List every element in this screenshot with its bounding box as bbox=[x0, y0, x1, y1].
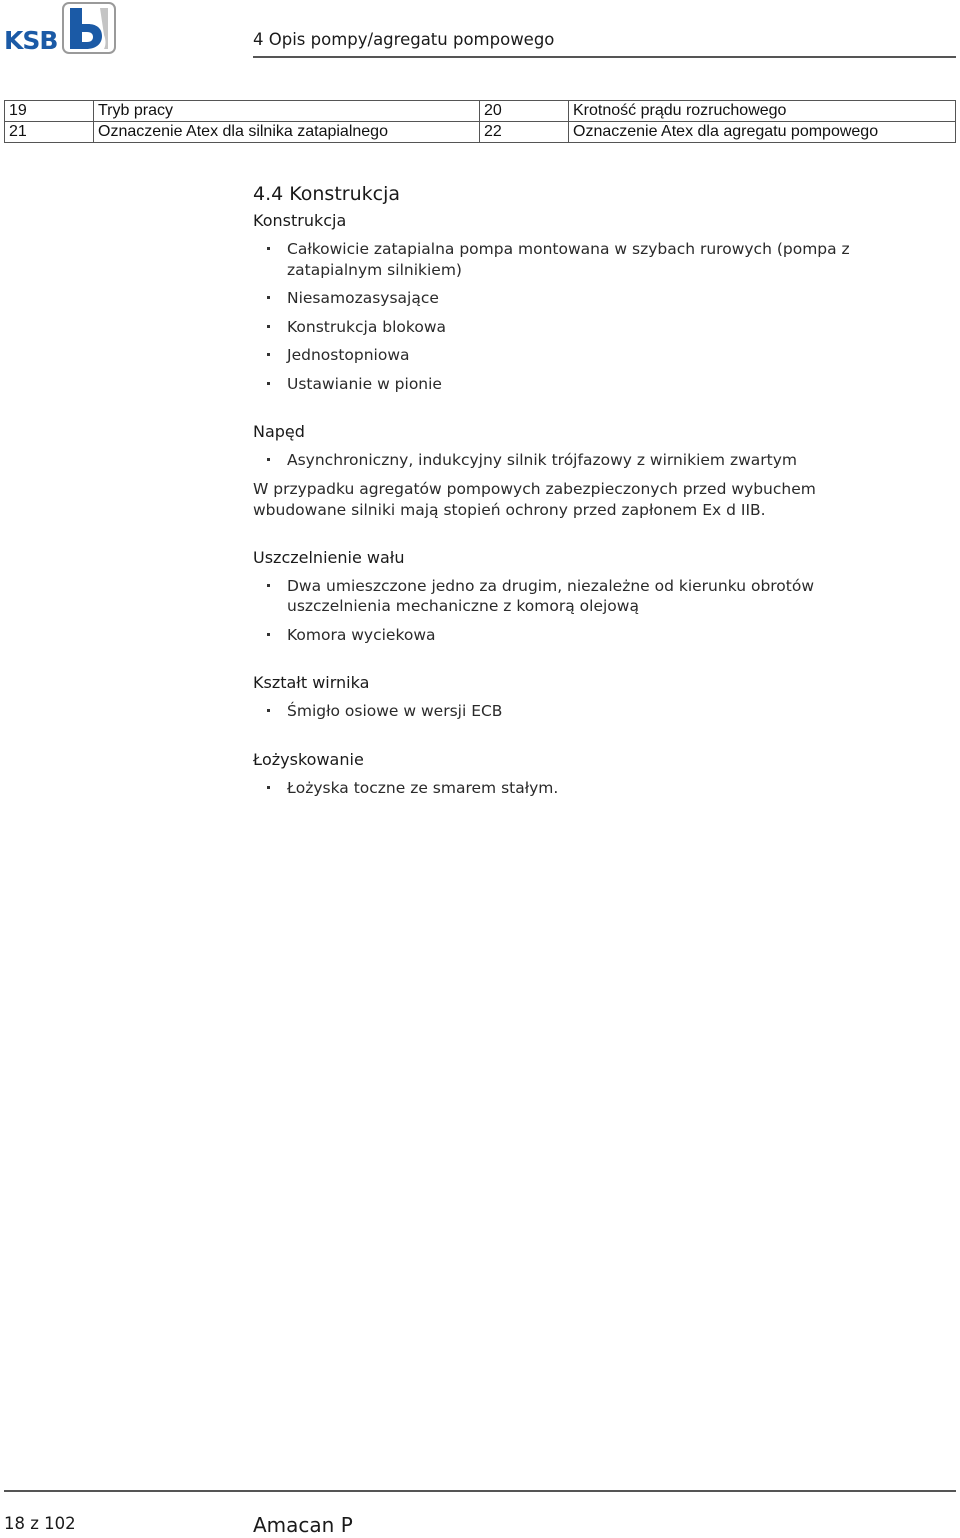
list-naped bbox=[253, 450, 913, 471]
list-item bbox=[253, 317, 913, 338]
bullet-icon bbox=[267, 247, 270, 250]
list-item bbox=[253, 701, 913, 722]
legend-number: 19 bbox=[5, 101, 94, 122]
table-row bbox=[5, 122, 956, 143]
list-item bbox=[253, 625, 913, 646]
page-title: 4 Opis pompy/agregatu pompowego bbox=[253, 30, 555, 49]
ksb-logo bbox=[4, 2, 116, 54]
subheading-naped: Napęd bbox=[253, 422, 305, 441]
section-content bbox=[253, 180, 913, 798]
list-item-text: Komora wyciekowa bbox=[287, 625, 436, 644]
bullet-icon bbox=[267, 458, 270, 461]
legend-table bbox=[4, 100, 956, 143]
list-item bbox=[253, 374, 913, 395]
list-item-text: Ustawianie w pionie bbox=[287, 374, 442, 393]
legend-label: Oznaczenie Atex dla silnika zatapialnego bbox=[94, 122, 480, 143]
list-item-text: Dwa umieszczone jedno za drugim, niezależne od kierunku obrotów uszczelnienia mechaniczne z komorą olejową bbox=[287, 576, 815, 615]
list-item-text: Śmigło osiowe w wersji ECB bbox=[287, 702, 503, 720]
bullet-icon bbox=[267, 353, 270, 356]
list-item-text: Asynchroniczny, indukcyjny silnik trójfazowy z wirnikiem zwartym bbox=[287, 451, 797, 469]
naped-note: W przypadku agregatów pompowych zabezpieczonych przed wybuchem wbudowane silniki mają stopień ochrony przed zapłonem Ex d IIB. bbox=[253, 479, 816, 519]
list-item-text: Niesamozasysające bbox=[287, 289, 439, 307]
list-uszczelnienie bbox=[253, 576, 913, 646]
list-ksztalt-wirnika bbox=[253, 701, 913, 722]
list-item-text: Jednostopniowa bbox=[287, 346, 410, 364]
list-item bbox=[253, 576, 913, 617]
legend-number: 20 bbox=[480, 101, 569, 122]
footer-divider bbox=[4, 1490, 956, 1492]
legend-label: Tryb pracy bbox=[94, 101, 480, 122]
ksb-logo-mark-icon bbox=[62, 2, 116, 54]
list-item bbox=[253, 778, 913, 799]
legend-label: Krotność prądu rozruchowego bbox=[569, 101, 956, 122]
legend-number: 22 bbox=[480, 122, 569, 143]
subheading-ksztalt-wirnika: Kształt wirnika bbox=[253, 673, 370, 692]
list-item bbox=[253, 288, 913, 309]
bullet-icon bbox=[267, 325, 270, 328]
list-item-text: Całkowicie zatapialna pompa montowana w szybach rurowych (pompa z zatapialnym silnikiem) bbox=[287, 240, 850, 279]
subheading-uszczelnienie: Uszczelnienie wału bbox=[253, 547, 405, 567]
page-header bbox=[0, 0, 960, 60]
subheading-lozyskowanie: Łożyskowanie bbox=[253, 749, 364, 769]
list-item bbox=[253, 239, 913, 280]
list-lozyskowanie bbox=[253, 778, 913, 799]
bullet-icon bbox=[267, 296, 270, 299]
list-item bbox=[253, 450, 913, 471]
bullet-icon bbox=[267, 382, 270, 385]
bullet-icon bbox=[267, 584, 270, 587]
list-item bbox=[253, 345, 913, 366]
list-konstrukcja bbox=[253, 239, 913, 394]
section-heading: 4.4 Konstrukcja bbox=[253, 183, 401, 205]
legend-label: Oznaczenie Atex dla agregatu pompowego bbox=[569, 122, 956, 143]
subheading-konstrukcja: Konstrukcja bbox=[253, 211, 347, 230]
bullet-icon bbox=[267, 709, 270, 712]
list-item-text: Konstrukcja blokowa bbox=[287, 317, 446, 336]
bullet-icon bbox=[267, 633, 270, 636]
list-item-text: Łożyska toczne ze smarem stałym. bbox=[287, 778, 559, 797]
legend-number: 21 bbox=[5, 122, 94, 143]
header-divider bbox=[253, 56, 956, 58]
logo-text: KSB bbox=[4, 26, 58, 55]
product-name: Amacan P bbox=[253, 1513, 353, 1537]
table-row bbox=[5, 101, 956, 122]
page-number: 18 z 102 bbox=[4, 1514, 76, 1533]
bullet-icon bbox=[267, 786, 270, 789]
